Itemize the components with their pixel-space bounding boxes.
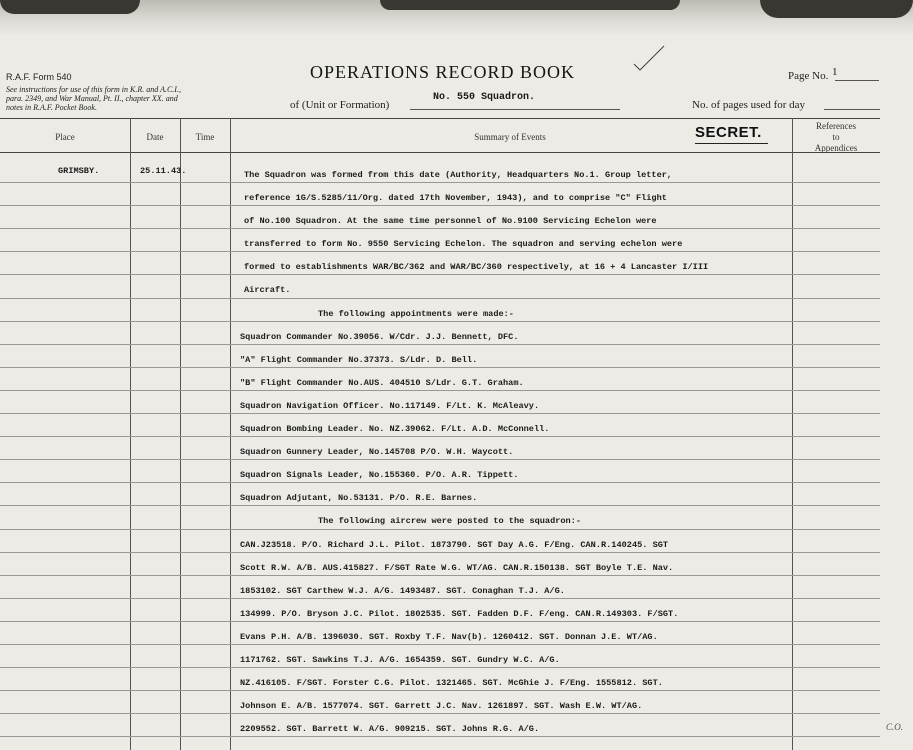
ruled-line	[0, 367, 880, 368]
summary-line: "A" Flight Commander No.37373. S/Ldr. D. Bell.	[240, 355, 478, 365]
page-title: OPERATIONS RECORD BOOK	[310, 62, 576, 82]
page-number-underline	[835, 80, 879, 81]
scan-shadow	[760, 0, 913, 18]
column-header-summary: Summary of Events	[474, 132, 546, 142]
summary-line: CAN.J23518. P/O. Richard J.L. Pilot. 1873790. SGT Day A.G. F/Eng. CAN.R.140245. SGT	[240, 540, 669, 550]
page-number-label: Page No.	[788, 70, 829, 82]
page-number-value: 1	[832, 66, 838, 78]
ruled-line	[0, 298, 880, 299]
column-header-date: Date	[146, 132, 164, 142]
pages-used-label: No. of pages used for day	[692, 99, 806, 111]
ruled-line	[0, 667, 880, 668]
entry-date: 25.11.43.	[140, 166, 187, 176]
summary-line: The following appointments were made:-	[318, 309, 514, 319]
summary-line: Squadron Commander No.39056. W/Cdr. J.J. Bennett, DFC.	[240, 332, 519, 342]
summary-line: The Squadron was formed from this date (Authority, Headquarters No.1. Group letter,	[244, 170, 673, 180]
summary-line: NZ.416105. F/SGT. Forster C.G. Pilot. 1321465. SGT. McGhie J. F/Eng. 1555812. SGT.	[240, 678, 663, 688]
scan-shadow	[0, 0, 140, 14]
summary-line: "B" Flight Commander No.AUS. 404510 S/Ldr. G.T. Graham.	[240, 378, 524, 388]
scan-shadow	[380, 0, 680, 10]
ruled-line	[0, 344, 880, 345]
ruled-line	[0, 713, 880, 714]
entry-place: GRIMSBY.	[58, 166, 100, 176]
references-line: to	[832, 132, 840, 142]
ruled-line	[0, 228, 880, 229]
pages-used-underline	[824, 109, 880, 110]
summary-line: Evans P.H. A/B. 1396030. SGT. Roxby T.F. Nav(b). 1260412. SGT. Donnan J.E. WT/AG.	[240, 632, 658, 642]
references-line: References	[816, 121, 856, 131]
unit-value: No. 550 Squadron.	[433, 92, 536, 103]
references-line: Appendices	[814, 143, 858, 153]
ruled-line	[0, 505, 880, 506]
ruled-line	[0, 413, 880, 414]
ruled-line	[0, 205, 880, 206]
summary-line: Johnson E. A/B. 1577074. SGT. Garrett J.C. Nav. 1261897. SGT. Wash E.W. WT/AG.	[240, 701, 643, 711]
summary-line: Squadron Adjutant, No.53131. P/O. R.E. Barnes.	[240, 493, 478, 503]
ruled-line	[0, 274, 880, 275]
ruled-line	[0, 552, 880, 553]
table-top-rule	[0, 118, 880, 119]
ruled-line	[0, 251, 880, 252]
ruled-line	[0, 390, 880, 391]
classification-stamp: SECRET.	[695, 124, 762, 141]
table-header-rule	[0, 152, 880, 153]
summary-line: reference 1G/S.5285/11/Org. dated 17th November, 1943), and to comprise "C" Flight	[244, 193, 667, 203]
ruled-line	[0, 321, 880, 322]
summary-line: of No.100 Squadron. At the same time personnel of No.9100 Servicing Echelon were	[244, 216, 657, 226]
instructions-line: para. 2349, and War Manual, Pt. II., chapter XX. and	[6, 94, 178, 103]
summary-line: 134999. P/O. Bryson J.C. Pilot. 1802535. SGT. Fadden D.F. F/eng. CAN.R.149303. F/SGT.	[240, 609, 679, 619]
summary-line: The following aircrew were posted to the squadron:-	[318, 516, 582, 526]
instructions-line: See instructions for use of this form in K.R. and A.C.I.,	[6, 85, 181, 94]
summary-line: formed to establishments WAR/BC/362 and WAR/BC/360 respectively, at 16 + 4 Lancaster I/III	[244, 262, 709, 272]
margin-note: C.O.	[886, 722, 904, 732]
summary-line: Squadron Signals Leader, No.155360. P/O. A.R. Tippett.	[240, 470, 519, 480]
summary-line: Aircraft.	[244, 285, 291, 295]
ruled-line	[0, 575, 880, 576]
ruled-line	[0, 598, 880, 599]
summary-line: Squadron Bombing Leader. No. NZ.39062. F/Lt. A.D. McConnell.	[240, 424, 550, 434]
column-header-time: Time	[195, 132, 215, 142]
column-divider	[230, 118, 231, 750]
ruled-line	[0, 644, 880, 645]
unit-label: of (Unit or Formation)	[290, 99, 390, 111]
ruled-line	[0, 529, 880, 530]
form-number: R.A.F. Form 540	[6, 72, 72, 82]
ruled-line	[0, 182, 880, 183]
summary-line: 2209552. SGT. Barrett W. A/G. 909215. SGT. Johns R.G. A/G.	[240, 724, 540, 734]
unit-underline	[410, 109, 620, 110]
tick-mark-icon	[632, 44, 666, 72]
ruled-line	[0, 621, 880, 622]
column-header-references	[792, 121, 880, 154]
summary-line: Squadron Navigation Officer. No.117149. F/Lt. K. McAleavy.	[240, 401, 540, 411]
summary-line: Squadron Gunnery Leader, No.145708 P/O. W.H. Waycott.	[240, 447, 514, 457]
ruled-line	[0, 459, 880, 460]
instructions-line: notes in R.A.F. Pocket Book.	[6, 103, 97, 112]
ruled-line	[0, 690, 880, 691]
column-divider	[180, 118, 181, 750]
summary-line: 1853102. SGT Carthew W.J. A/G. 1493487. SGT. Conaghan T.J. A/G.	[240, 586, 565, 596]
classification-underline	[695, 143, 768, 144]
column-divider	[130, 118, 131, 750]
column-header-place: Place	[55, 132, 75, 142]
summary-line: Scott R.W. A/B. AUS.415827. F/SGT Rate W.G. WT/AG. CAN.R.150138. SGT Boyle T.E. Nav.	[240, 563, 674, 573]
column-divider	[792, 118, 793, 750]
ruled-line	[0, 436, 880, 437]
ruled-line	[0, 482, 880, 483]
summary-line: 1171762. SGT. Sawkins T.J. A/G. 1654359. SGT. Gundry W.C. A/G.	[240, 655, 560, 665]
summary-line: transferred to form No. 9550 Servicing Echelon. The squadron and serving echelon were	[244, 239, 683, 249]
ruled-line	[0, 736, 880, 737]
